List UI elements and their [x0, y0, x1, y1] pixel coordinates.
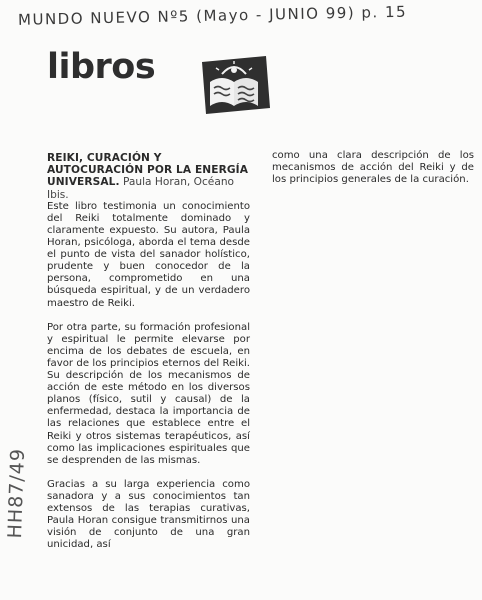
book-title: REIKI, CURACIÓN Y AUTOCURACIÓN POR LA ENERGÍA UNIVERSAL. [47, 152, 249, 189]
review-heading [47, 152, 250, 201]
review-paragraph: Gracias a su larga experiencia como sanadora y a sus conocimientos tan extensos de las terapias curativas, Paula Horan consigue transmitirnos una visión de conjunto de una gran unicidad, así [47, 478, 250, 551]
review-column-right [272, 150, 474, 186]
margin-handwritten-code: HH87/49 [4, 447, 30, 539]
review-column-left [47, 152, 250, 563]
review-paragraph: Por otra parte, su formación profesional y espiritual le permite elevarse por encima de los debates de escuela, en favor de los principios eternos del Reiki. Su descripción de los mecanismos de acción de este método en los diversos planos (físico, sutil y causal) de la enfermedad, destaca la importancia de las relaciones que establece entre el Reiki y otros sistemas terapéuticos, así como las implicaciones espirituales que se desprenden de las mismas. [47, 321, 250, 466]
review-paragraph-continuation: como una clara descripción de los mecanismos de acción del Reiki y de los principios generales de la curación. [272, 150, 474, 186]
section-title: libros [47, 47, 156, 87]
open-book-icon [196, 52, 272, 118]
book-author-publisher: Paula Horan, Océano Ibis. [47, 176, 235, 201]
handwritten-source-note: MUNDO NUEVO Nº5 (Mayo - JUNIO 99) p. 15 [17, 2, 408, 29]
review-paragraph: Este libro testimonia un conocimiento del Reiki totalmente dominado y claramente expuesto. Su autora, Paula Horan, psicóloga, aborda el tema desde el punto de vista del sanador holístico, prudente y buen conocedor de la persona, comprometido en una búsqueda espiritual, y de un verdadero maestro de Reiki. [47, 200, 250, 309]
